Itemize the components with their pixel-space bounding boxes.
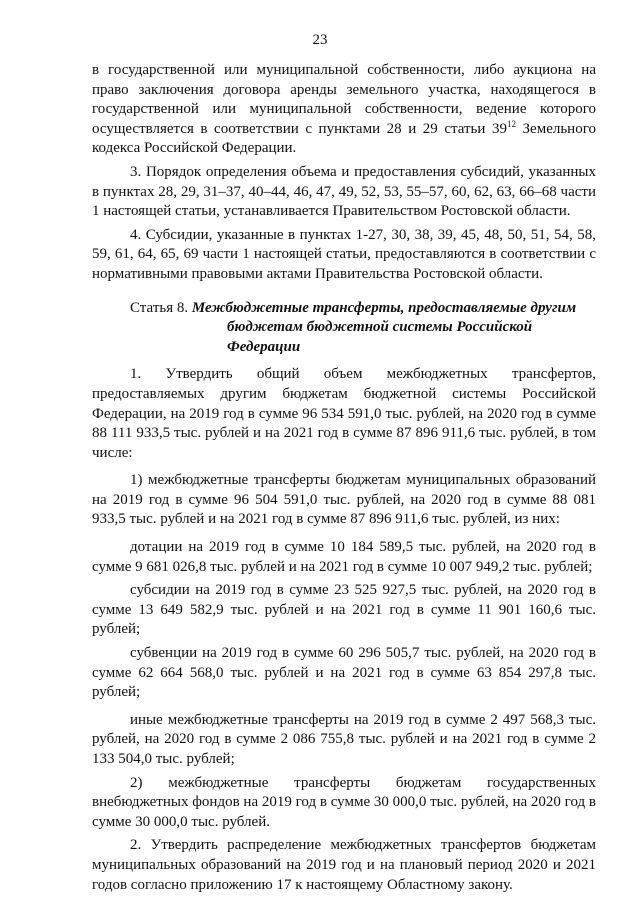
- article-title-line-1: Межбюджетные трансферты, предоставляемые другим: [191, 299, 577, 316]
- paragraph-text: Земельного кодекса Российской Федерации.: [92, 120, 596, 157]
- paragraph-4: 4. Субсидии, указанные в пунктах 1-27, 30, 38, 39, 45, 48, 50, 51, 54, 58, 59, 61, 64, 65, 69 части 1 настоящей статьи, предоставляются в соответствии с нормативными правовыми актами Правительства Ростовской области.: [92, 226, 596, 282]
- superscript: 12: [506, 118, 516, 129]
- clause-1-2: 2) межбюджетные трансферты бюджетам государственных внебюджетных фондов на 2019 год в сумме 30 000,0 тыс. рублей, на 2020 год в сумме 30 000,0 тыс. рублей.: [92, 774, 596, 830]
- paragraph-text: в государственной или муниципальной собственности, либо аукциона на право заключения договора аренды земельного участка, находящегося в государственной или муниципальной собственности, ведение которого осуществляется в соответствии с пунктами 28 и 29 статьи 39: [92, 62, 596, 137]
- article-title-line-2: бюджетам бюджетной системы Российской Федерации: [227, 319, 533, 355]
- clause-subsidies: субсидии на 2019 год в сумме 23 525 927,5 тыс. рублей, на 2020 год в сумме 13 649 582,9 тыс. рублей и на 2021 год в сумме 11 901 160,6 тыс. рублей;: [92, 582, 596, 638]
- document-body: [92, 61, 596, 895]
- clause-1: 1. Утвердить общий объем межбюджетных трансфертов, предоставляемых другим бюджетам бюджетной системы Российской Федерации, на 2019 год в сумме 96 534 591,0 тыс. рублей, на 2020 год в сумме 88 111 933,5 тыс. рублей и на 2021 год в сумме 87 896 911,6 тыс. рублей, в том числе:: [92, 366, 596, 461]
- clause-2: 2. Утвердить распределение межбюджетных трансфертов бюджетам муниципальных образований на 2019 год и на плановый период 2020 и 2021 годов согласно приложению 17 к настоящему Областному закону.: [92, 837, 596, 893]
- article-heading: [92, 299, 596, 358]
- article-prefix: Статья 8.: [130, 299, 192, 316]
- page-number: 23: [312, 32, 328, 48]
- clause-1-1: 1) межбюджетные трансферты бюджетам муниципальных образований на 2019 год в сумме 96 504 591,0 тыс. рублей, на 2020 год в сумме 88 081 933,5 тыс. рублей и на 2021 год в сумме 87 896 911,6 тыс. рублей, из них:: [92, 472, 596, 528]
- paragraph-3: 3. Порядок определения объема и предоставления субсидий, указанных в пунктах 28, 29, 31–37, 40–44, 46, 47, 49, 52, 53, 55–57, 60, 62, 63, 66–68 части 1 настоящей статьи, устанавливается Правительством Ростовской области.: [92, 163, 596, 220]
- clause-subventions: субвенции на 2019 год в сумме 60 296 505,7 тыс. рублей, на 2020 год в сумме 62 664 568,0 тыс. рублей и на 2021 год в сумме 63 854 297,8 тыс. рублей;: [92, 645, 596, 701]
- paragraph-continuation: [92, 61, 596, 159]
- clause-other-transfers: иные межбюджетные трансферты на 2019 год в сумме 2 497 568,3 тыс. рублей, на 2020 год в сумме 2 086 755,8 тыс. рублей и на 2021 год в сумме 2 133 504,0 тыс. рублей;: [92, 711, 596, 767]
- clause-dotations: дотации на 2019 год в сумме 10 184 589,5 тыс. рублей, на 2020 год в сумме 9 681 026,8 тыс. рублей и на 2021 год в сумме 10 007 949,2 тыс. рублей;: [92, 539, 596, 575]
